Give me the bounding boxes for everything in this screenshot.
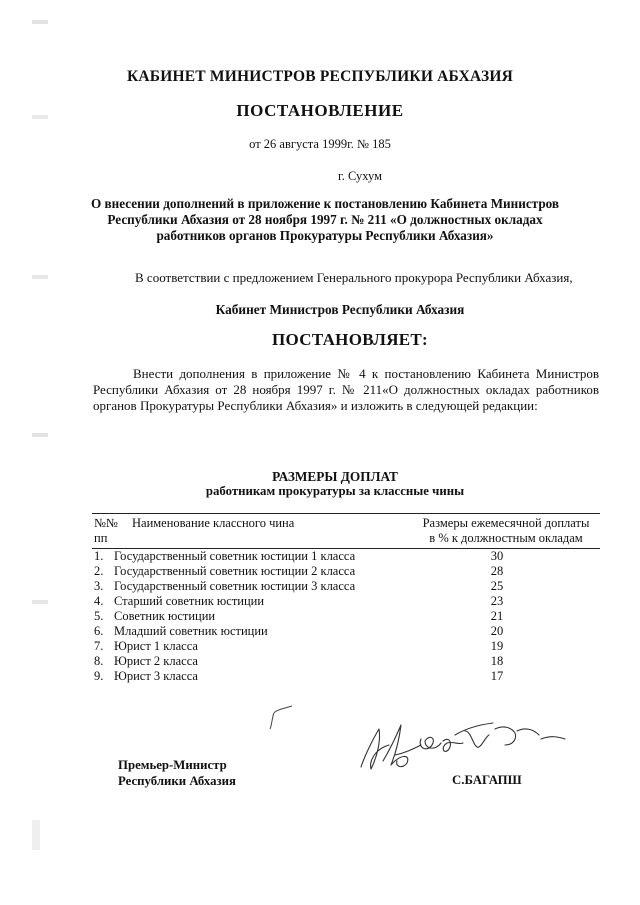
row-number: 6. [94,624,104,638]
rank-name: Государственный советник юстиции 2 класса [114,564,356,578]
table-row [92,579,600,594]
rank-name: Юрист 1 класса [114,639,198,653]
rank-name: Младший советник юстиции [114,624,268,638]
document-subject: О внесении дополнений в приложение к постановлению Кабинета Министров Республики Абхазия от 28 ноября 1997 г. № 211 «О должностных окладах работников органов Прокуратуры Республики Абхазия» [90,196,560,243]
surcharge-percent: 28 [490,564,504,578]
table-row [92,564,600,579]
surcharge-percent: 20 [490,624,504,638]
table-row [92,639,600,654]
rank-name: Юрист 3 класса [114,669,198,683]
table-title: РАЗМЕРЫ ДОПЛАТ [272,469,398,484]
rank-name: Государственный советник юстиции 1 класса [114,549,356,563]
header-value-sublabel: в % к должностным окладам [429,531,583,545]
scan-mark [32,20,48,24]
table-row [92,654,600,669]
table-row [92,609,600,624]
resolves-heading: ПОСТАНОВЛЯЕТ: [271,330,429,349]
header-number-label: №№ [94,516,118,530]
row-number: 2. [94,564,104,578]
pen-tick-mark [266,703,296,733]
issuing-body: Кабинет Министров Республики Абхазия [215,302,465,317]
surcharge-percent: 25 [490,579,504,593]
rank-name: Старший советник юстиции [114,594,265,608]
signatory-name: С.БАГАПШ [452,773,522,787]
body-line: Внести дополнения в приложение № 4 к постановлению Кабинета Министров [133,366,599,381]
row-number: 5. [94,609,104,623]
row-number: 7. [94,639,104,653]
row-number: 1. [94,549,104,563]
scan-mark [32,433,48,437]
signatory-title-line: Премьер-Министр [118,758,227,772]
table-row [92,594,600,609]
surcharge-percent: 21 [490,609,504,623]
header-name-column: Наименование классного чина [132,516,295,530]
header-value-column [414,516,598,546]
handwritten-signature [355,705,570,780]
signatory-title-line: Республики Абхазия [118,774,236,788]
header-value-label: Размеры ежемесячной доплаты [422,516,590,530]
scan-mark [32,820,40,850]
row-number: 8. [94,654,104,668]
row-number: 4. [94,594,104,608]
header-number-column [94,516,118,546]
scan-mark [32,275,48,279]
rank-name: Советник юстиции [114,609,216,623]
document-date-number: от 26 августа 1999г. № 185 [249,137,391,151]
surcharge-percent: 23 [490,594,504,608]
signatory-title [118,757,236,789]
rank-name: Юрист 2 класса [114,654,198,668]
table-top-rule [92,513,600,514]
table-row [92,624,600,639]
table-subtitle: работникам прокуратуры за классные чины [205,484,465,498]
surcharge-percent: 19 [490,639,504,653]
table-row [92,669,600,684]
header-number-sublabel: пп [94,531,108,545]
organization-title: КАБИНЕТ МИНИСТРОВ РЕСПУБЛИКИ АБХАЗИЯ [126,68,514,85]
rank-name: Государственный советник юстиции 3 класса [114,579,356,593]
document-type: ПОСТАНОВЛЕНИЕ [236,101,404,120]
surcharge-percent: 17 [490,669,504,683]
body-line: органов Прокуратуры Республики Абхазия» и изложить в следующей редакции: [93,398,538,413]
scan-mark [32,600,48,604]
surcharge-percent: 30 [490,549,504,563]
preamble-text: В соответствии с предложением Генерального прокурора Республики Абхазия, [135,270,573,285]
row-number: 3. [94,579,104,593]
document-place: г. Сухум [337,169,382,183]
body-line: Республики Абхазия от 28 ноября 1997 г. № 211«О должностных окладах работников [93,382,599,397]
surcharge-percent: 18 [490,654,504,668]
resolution-body [93,366,599,414]
table-row [92,549,600,564]
row-number: 9. [94,669,104,683]
